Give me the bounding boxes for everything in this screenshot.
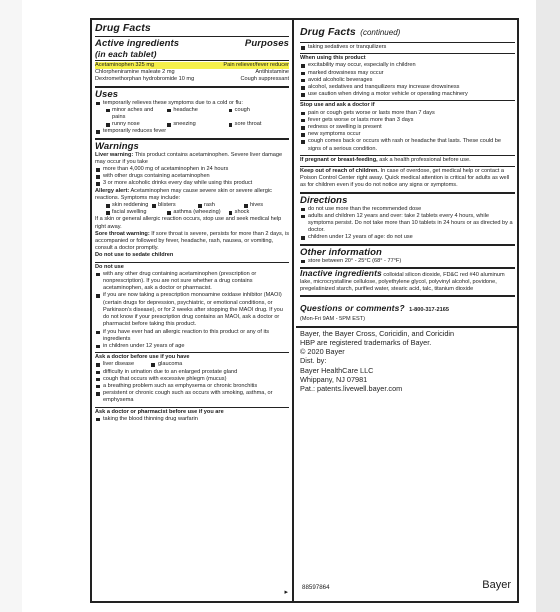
when-using-item: avoid alcoholic beverages xyxy=(300,77,515,84)
questions-hours: (Mon-Fri 9AM - 5PM EST) xyxy=(300,316,365,323)
stop-use-item: new symptoms occur xyxy=(300,131,515,138)
allergy-item: rash xyxy=(197,202,243,209)
when-using-item: alcohol, sedatives and tranquilizers may increase drowsiness xyxy=(300,84,515,91)
ask-doctor-row xyxy=(95,361,205,368)
ask-pharmacist-item: taking sedatives or tranquilizers xyxy=(300,44,515,51)
use-item: cough xyxy=(228,107,289,121)
ask-doctor-item: difficulty in urination due to an enlarged prostate gland xyxy=(95,369,289,376)
ingredient-name: Acetaminophen 325 mg xyxy=(95,62,155,68)
divider xyxy=(300,100,515,101)
purposes-heading: Purposes xyxy=(244,38,289,49)
allergy-alert-label: Allergy alert: xyxy=(95,187,130,194)
ingredient-row xyxy=(95,69,289,76)
stop-use-heading: Stop use and ask a doctor if xyxy=(300,102,375,109)
divider xyxy=(95,60,289,61)
keep-out-warning xyxy=(300,168,515,190)
trademark-line: HBP are registered trademarks of Bayer. xyxy=(300,337,432,347)
allergy-after: If a skin or general allergic reaction occurs, stop use and seek medical help right away. xyxy=(95,216,282,230)
product-code: 88597864 xyxy=(302,584,330,591)
drug-facts-title: Drug Facts xyxy=(300,26,356,38)
do-not-use-heading: Do not use xyxy=(95,263,124,270)
divider xyxy=(95,86,289,88)
when-using-item: marked drowsiness may occur xyxy=(300,70,515,77)
distributor-name: Bayer HealthCare LLC xyxy=(300,365,374,375)
allergy-item: facial swelling xyxy=(105,209,166,216)
allergy-item: hives xyxy=(243,202,289,209)
sore-throat-label: Sore throat warning: xyxy=(95,230,150,237)
ask-doctor-item: glaucoma xyxy=(150,361,205,368)
stop-use-item: pain or cough gets worse or lasts more than 7 days xyxy=(300,110,515,117)
liver-warning-label: Liver warning: xyxy=(95,151,134,158)
questions-heading: Questions or comments? xyxy=(300,303,405,314)
divider xyxy=(300,192,515,194)
when-using-item: use caution when driving a motor vehicle or operating machinery xyxy=(300,91,515,98)
divider xyxy=(95,407,289,408)
directions-item: children under 12 years of age: do not use xyxy=(300,234,515,241)
bayer-brand: Bayer xyxy=(482,579,511,591)
continued-label: (continued) xyxy=(360,28,401,37)
divider xyxy=(300,42,515,43)
divider xyxy=(95,138,289,140)
inactive-ingredients xyxy=(300,267,515,294)
ingredient-purpose: Antihistamine xyxy=(255,69,289,76)
patents-line: Pat.: patents.livewell.bayer.com xyxy=(300,383,403,393)
uses-row xyxy=(95,121,289,128)
inactive-heading: Inactive ingredients xyxy=(300,267,382,278)
sedate-warning: Do not use to sedate children xyxy=(95,252,174,259)
stop-use-item: redness or swelling is present xyxy=(300,124,515,131)
allergy-alert-text: Acetaminophen may cause severe skin or severe allergic reactions. Symptoms may include: xyxy=(95,187,272,201)
do-not-use-item: in children under 12 years of age xyxy=(95,343,289,350)
when-using-item: excitability may occur, especially in children xyxy=(300,62,515,69)
ingredient-name: Chlorpheniramine maleate 2 mg xyxy=(95,69,175,76)
sore-throat-text: If sore throat is severe, persists for more than 2 days, is accompanied or followed by fever, headache, rash, nausea, or vomiting, consult a doctor promptly. xyxy=(95,230,289,252)
trademark-line: Bayer, the Bayer Cross, Coricidin, and Coricidin xyxy=(300,328,455,338)
use-item: minor aches and pains xyxy=(105,107,166,121)
stop-use-item: fever gets worse or lasts more than 3 days xyxy=(300,117,515,124)
liver-warning-text: This product contains acetaminophen. Severe liver damage may occur if you take xyxy=(95,151,283,165)
when-using-heading: When using this product xyxy=(300,55,366,62)
do-not-use-item: if you have ever had an allergic reaction to this product or any of its ingredients xyxy=(95,329,289,343)
liver-item: with other drugs containing acetaminophen xyxy=(95,173,289,180)
divider xyxy=(300,166,515,167)
divider xyxy=(300,244,515,246)
allergy-row xyxy=(95,209,289,216)
liver-warning xyxy=(95,152,289,166)
active-ingredients-header xyxy=(95,38,289,49)
divider xyxy=(300,295,515,297)
liver-item: more than 4,000 mg of acetaminophen in 24 hours xyxy=(95,166,289,173)
do-not-use-item: if you are now taking a prescription monoamine oxidase inhibitor (MAOI) (certain drugs for depression, psychiatric, or emotional conditions, or Parkinson's disease), or for 2 weeks after stopping the MAOI drug. If you do not know if your prescription drug contains an MAOI, ask a doctor or pharmacist before taking this product. xyxy=(95,292,289,328)
active-ingredients-subheading: (in each tablet) xyxy=(95,49,157,59)
allergy-item: asthma (wheezing) xyxy=(166,209,227,216)
keep-out-label: Keep out of reach of children. xyxy=(300,168,379,175)
stop-use-item: cough comes back or occurs with rash or headache that lasts. These could be signs of a serious condition. xyxy=(300,138,515,152)
directions-item: adults and children 12 years and over: take 2 tablets every 4 hours, while symptoms persist. Do not take more than 10 tablets in 24 hours or as directed by a doctor. xyxy=(300,213,515,235)
distributor-address: Whippany, NJ 07981 xyxy=(300,374,368,384)
allergy-item: shock xyxy=(228,209,289,216)
allergy-alert xyxy=(95,188,289,202)
use-item: sneezing xyxy=(166,121,227,128)
ask-pharmacist-heading: Ask a doctor or pharmacist before use if you are xyxy=(95,408,224,415)
ingredient-row xyxy=(95,76,289,83)
photo-background-right xyxy=(536,0,560,612)
uses-last: temporarily reduces fever xyxy=(95,128,289,135)
allergy-item: blisters xyxy=(151,202,197,209)
uses-heading: Uses xyxy=(95,88,119,100)
ingredient-purpose: Cough suppressant xyxy=(240,76,289,83)
divider xyxy=(95,36,289,37)
ask-pharmacist-item: taking the blood thinning drug warfarin xyxy=(95,416,289,423)
directions-item: do not use more than the recommended dose xyxy=(300,206,515,213)
distributor-label: Dist. by: xyxy=(300,356,327,366)
continued-title xyxy=(300,22,515,40)
ingredient-row xyxy=(95,62,289,69)
other-info-heading: Other information xyxy=(300,246,382,258)
liver-item: 3 or more alcoholic drinks every day while using this product xyxy=(95,180,289,187)
pregnancy-warning xyxy=(300,157,515,164)
drug-facts-right-column xyxy=(296,20,519,601)
continue-arrow-icon: ▸ xyxy=(284,589,288,596)
questions-line xyxy=(300,298,515,316)
divider xyxy=(300,155,515,156)
drug-facts-left-column xyxy=(92,20,294,601)
drug-facts-label xyxy=(90,18,519,603)
keep-out-text: In case of overdose, get medical help or contact a Poison Control Center right away. Quick medical attention is critical for adults as well as for children even if you do not notice any signs or symptoms. xyxy=(300,168,510,189)
ingredient-purpose: Pain reliever/fever reducer xyxy=(223,62,289,68)
pregnancy-text: ask a health professional before use. xyxy=(379,156,471,163)
use-item: runny nose xyxy=(105,121,166,128)
allergy-row xyxy=(95,202,289,209)
ask-doctor-item: persistent or chronic cough such as occurs with smoking, asthma, or emphysema xyxy=(95,390,289,404)
uses-intro: temporarily relieves these symptoms due to a cold or flu: xyxy=(95,100,289,107)
sore-throat-warning xyxy=(95,231,289,253)
other-info-item: store between 20° - 25°C (68° - 77°F) xyxy=(300,258,515,265)
ask-doctor-item: liver disease xyxy=(95,361,150,368)
drug-facts-title: Drug Facts xyxy=(95,22,151,34)
questions-phone: 1-800-317-2165 xyxy=(409,307,449,314)
ask-doctor-heading: Ask a doctor before use if you have xyxy=(95,354,190,361)
uses-row xyxy=(95,107,289,121)
photo-background-left xyxy=(0,0,22,612)
divider xyxy=(95,262,289,263)
ask-doctor-item: cough that occurs with excessive phlegm (mucus) xyxy=(95,376,289,383)
active-ingredients-heading: Active ingredients xyxy=(95,38,180,49)
divider xyxy=(95,352,289,353)
allergy-item: skin reddening xyxy=(105,202,151,209)
directions-heading: Directions xyxy=(300,194,348,206)
do-not-use-item: with any other drug containing acetaminophen (prescription or nonprescription). If you are not sure whether a drug contains acetaminophen, ask a doctor or pharmacist. xyxy=(95,271,289,293)
pregnancy-label: If pregnant or breast-feeding, xyxy=(300,156,378,163)
ingredient-name: Dextromethorphan hydrobromide 10 mg xyxy=(95,76,195,83)
copyright-line: © 2020 Bayer xyxy=(300,347,345,357)
divider xyxy=(300,53,515,54)
ask-doctor-item: a breathing problem such as emphysema or chronic bronchitis xyxy=(95,383,289,390)
use-item: sore throat xyxy=(228,121,289,128)
divider xyxy=(296,326,519,328)
inactive-text: colloidal silicon dioxide, FD&C red #40 aluminum lake, microcrystalline cellulose, polyethylene glycol, polyvinyl alcohol, povidone, pregelatinized starch, purified water, stearic acid, talc, titanium dioxide xyxy=(300,271,505,293)
warnings-heading: Warnings xyxy=(95,140,139,152)
use-item: headache xyxy=(166,107,227,121)
